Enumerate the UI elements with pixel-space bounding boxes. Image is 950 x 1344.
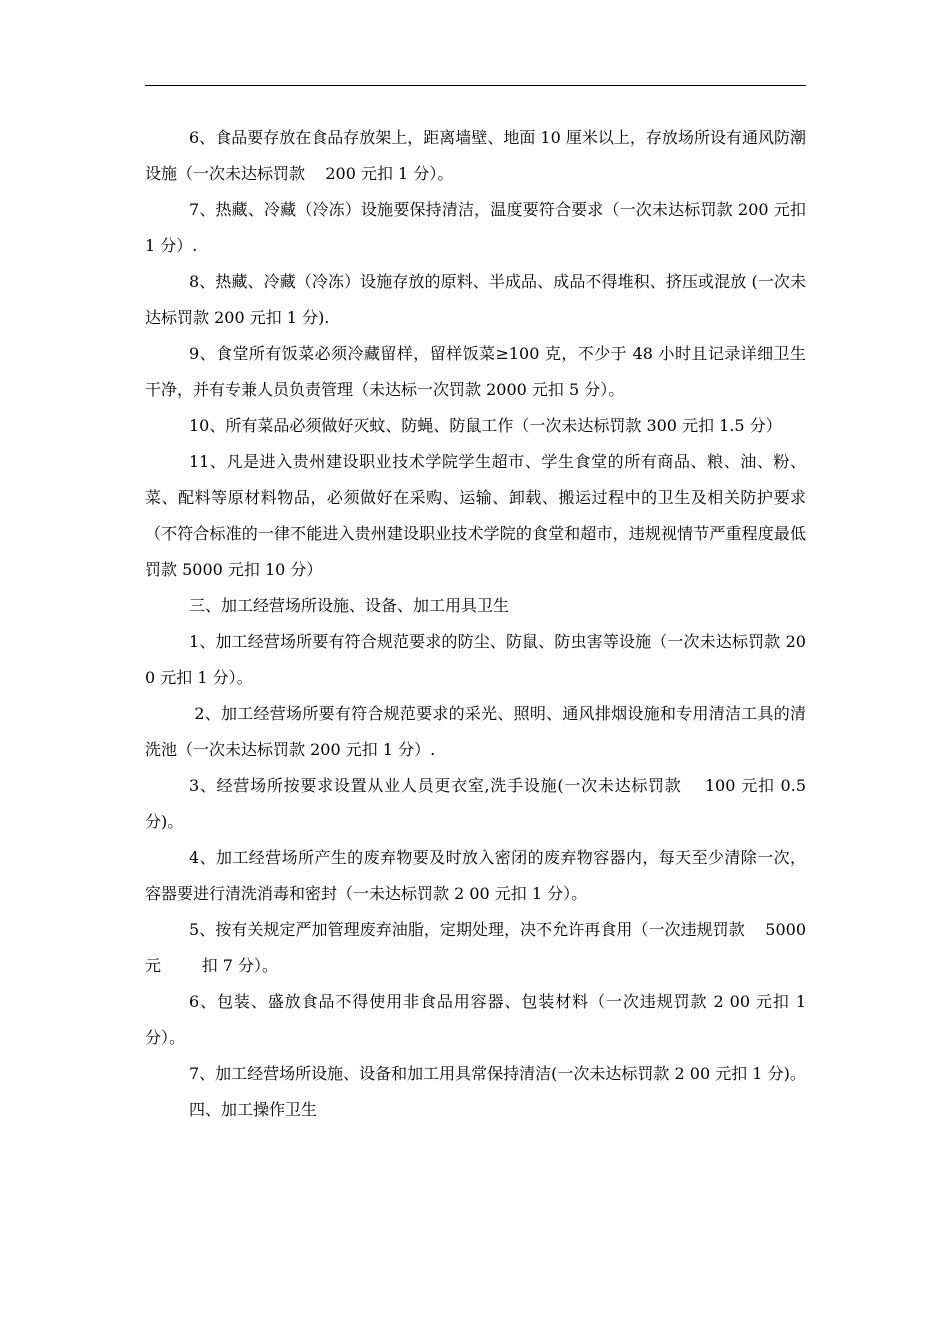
- paragraph: 8、热藏、冷藏（冷冻）设施存放的原料、半成品、成品不得堆积、挤压或混放 (一次未达标罚款 200 元扣 1 分).: [145, 272, 806, 327]
- section-heading: 四、加工操作卫生: [189, 1100, 318, 1119]
- document-body: [145, 120, 812, 1128]
- paragraph: 4、加工经营场所产生的废弃物要及时放入密闭的废弃物容器内，每天至少清除一次，容器要进行清洗消毒和密封（一未达标罚款 2 00 元扣 1 分）。: [145, 848, 806, 903]
- paragraph: 7、加工经营场所设施、设备和加工用具常保持清洁(一次未达标罚款 2 00 元扣 1 分)。: [189, 1064, 806, 1083]
- paragraph: 3、经营场所按要求设置从业人员更衣室,洗手设施(一次未达标罚款 100 元扣 0.5 分)。: [145, 776, 812, 831]
- paragraph: 6、食品要存放在食品存放架上，距离墙壁、地面 10 厘米以上，存放场所设有通风防潮设施（一次未达标罚款 200 元扣 1 分）。: [145, 128, 806, 183]
- paragraph: 5、按有关规定严加管理废弃油脂，定期处理，决不允许再食用（一次违规罚款 5000 元 扣 7 分）。: [145, 920, 812, 975]
- paragraph: 10、所有菜品必须做好灭蚊、防蝇、防鼠工作（一次未达标罚款 300 元扣 1.5 分）: [189, 416, 782, 435]
- paragraph: 7、热藏、冷藏（冷冻）设施要保持清洁，温度要符合要求（一次未达标罚款 200 元扣 1 分）.: [145, 200, 812, 255]
- paragraph: 11、凡是进入贵州建设职业技术学院学生超市、学生食堂的所有商品、粮、油、粉、菜、配料等原材料物品，必须做好在采购、运输、卸载、搬运过程中的卫生及相关防护要求（不符合标准的一律不能进入贵州建设职业技术学院的食堂和超市，违规视情节严重程度最低罚款 5000 元扣 10 分）: [145, 452, 806, 579]
- section-heading: 三、加工经营场所设施、设备、加工用具卫生: [189, 596, 510, 615]
- paragraph: 6、包装、盛放食品不得使用非食品用容器、包装材料（一次违规罚款 2 00 元扣 1 分）。: [145, 992, 812, 1047]
- paragraph: 2、加工经营场所要有符合规范要求的采光、照明、通风排烟设施和专用清洁工具的清洗池（一次未达标罚款 200 元扣 1 分）.: [145, 704, 806, 759]
- header-rule: [145, 85, 806, 86]
- paragraph: 9、食堂所有饭菜必须冷藏留样，留样饭菜≥100 克，不少于 48 小时且记录详细卫生干净，并有专兼人员负责管理（未达标一次罚款 2000 元扣 5 分）。: [145, 344, 806, 399]
- paragraph: 1、加工经营场所要有符合规范要求的防尘、防鼠、防虫害等设施（一次未达标罚款 200 元扣 1 分）。: [145, 632, 806, 687]
